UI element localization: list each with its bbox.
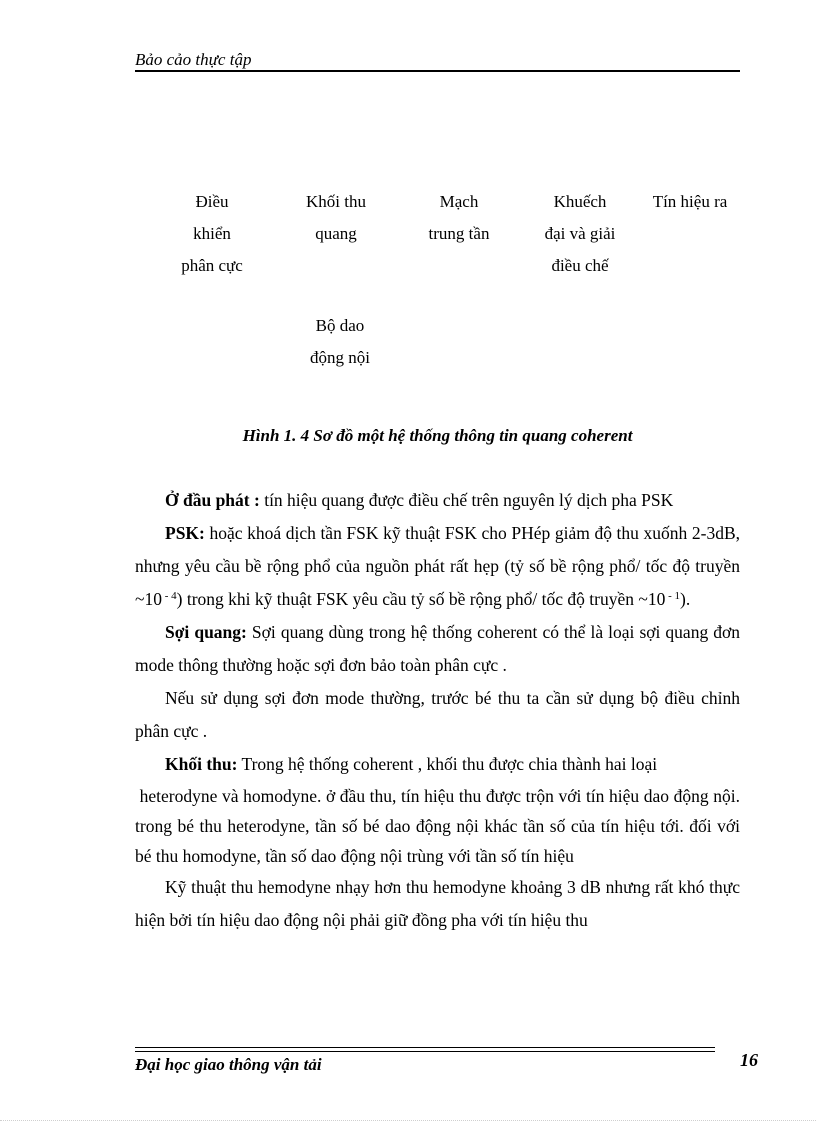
- term-transmitter: Ở đầu phát :: [165, 490, 260, 510]
- term-psk: PSK:: [165, 523, 205, 543]
- paragraph-text: ) trong khi kỹ thuật FSK yêu cầu tỷ số bề rộng phổ/ tốc độ truyền ~10: [176, 589, 666, 609]
- paragraph-text: hoặc khoá dịch tần FSK kỹ thuật FSK cho PHép giảm độ thu xuốnh 2-3dB, nhưng yêu cầu bề rộng phổ của nguồn phát rất hẹp (tỷ số bề rộng phổ/ tốc độ truyền ~10: [135, 523, 740, 609]
- paragraph-fiber: [135, 616, 740, 682]
- paragraph-transmitter: [135, 484, 740, 517]
- block-label-line: quang: [315, 224, 357, 243]
- block-label-line: khiển: [193, 224, 231, 243]
- superscript: - 1: [665, 590, 681, 602]
- block-optical-receiver: [295, 186, 377, 250]
- paragraph-psk: [135, 517, 740, 616]
- paragraph-text: Trong hệ thống coherent , khối thu được chia thành hai loại: [237, 754, 658, 774]
- block-label-line: đại và giải: [544, 224, 616, 243]
- paragraph-receiver: [135, 748, 740, 781]
- paragraph-text: heterodyne và homodyne. ở đầu thu, tín hiệu thu được trộn với tín hiệu dao động nội. trong bé thu heterodyne, tần số bé dao động nội khác tần số của tín hiệu tới. đối với bé thu homodyne, tần số dao động nội trùng với tần số tín hiệu: [135, 786, 740, 866]
- block-local-oscillator: [295, 310, 385, 374]
- footer-title: Đại học giao thông vận tải: [135, 1055, 322, 1074]
- block-polarization-control: [172, 186, 252, 282]
- paragraph-text: tín hiệu quang được điều chế trên nguyên lý dịch pha PSK: [259, 490, 674, 510]
- block-if-circuit: [413, 186, 505, 250]
- paragraph-polarization: [135, 682, 740, 748]
- block-label-line: Mạch: [439, 192, 479, 211]
- block-label-line: trung tần: [428, 224, 490, 243]
- paragraph-homodyne: [135, 871, 740, 937]
- header-rule: [135, 70, 740, 72]
- block-output-signal: [640, 186, 740, 218]
- paragraph-text: Sợi quang dùng trong hệ thống coherent có thể là loại sợi quang đơn mode thông thường hoặc sợi đơn bảo toàn phân cực .: [135, 622, 740, 675]
- page-number: 16: [740, 1050, 758, 1070]
- body-text: [135, 484, 740, 937]
- block-label-line: Khối thu: [306, 192, 366, 211]
- paragraph-receiver-cont: [135, 781, 740, 871]
- header-title: Bảo cảo thực tập: [135, 50, 252, 69]
- term-receiver: Khối thu:: [165, 754, 238, 774]
- block-label-line: phân cực: [181, 256, 243, 275]
- figure-caption: Hình 1. 4 Sơ đồ một hệ thống thông tin quang coherent: [242, 426, 633, 445]
- superscript: - 4: [161, 590, 177, 602]
- block-label-line: Khuếch: [553, 192, 607, 211]
- block-label-line: Bộ dao: [315, 316, 365, 335]
- block-label-line: điều chế: [551, 256, 609, 275]
- footer-rule: [135, 1047, 715, 1048]
- block-label-line: động nội: [310, 348, 370, 367]
- block-label-line: Tín hiệu ra: [652, 192, 728, 211]
- paragraph-text: ).: [680, 589, 691, 609]
- paragraph-text: Nếu sử dụng sợi đơn mode thường, trước bé thu ta cần sử dụng bộ điều chỉnh phân cực .: [135, 688, 740, 741]
- page-edge: [0, 1120, 816, 1121]
- block-label-line: Điều: [195, 192, 229, 211]
- footer-rule: [135, 1051, 715, 1052]
- paragraph-text: Kỹ thuật thu hemodyne nhạy hơn thu hemodyne khoảng 3 dB nhưng rất khó thực hiện bởi tín hiệu dao động nội phải giữ đồng pha với tín hiệu thu: [135, 877, 740, 930]
- term-fiber: Sợi quang:: [165, 622, 247, 642]
- block-amplifier-demodulator: [532, 186, 628, 282]
